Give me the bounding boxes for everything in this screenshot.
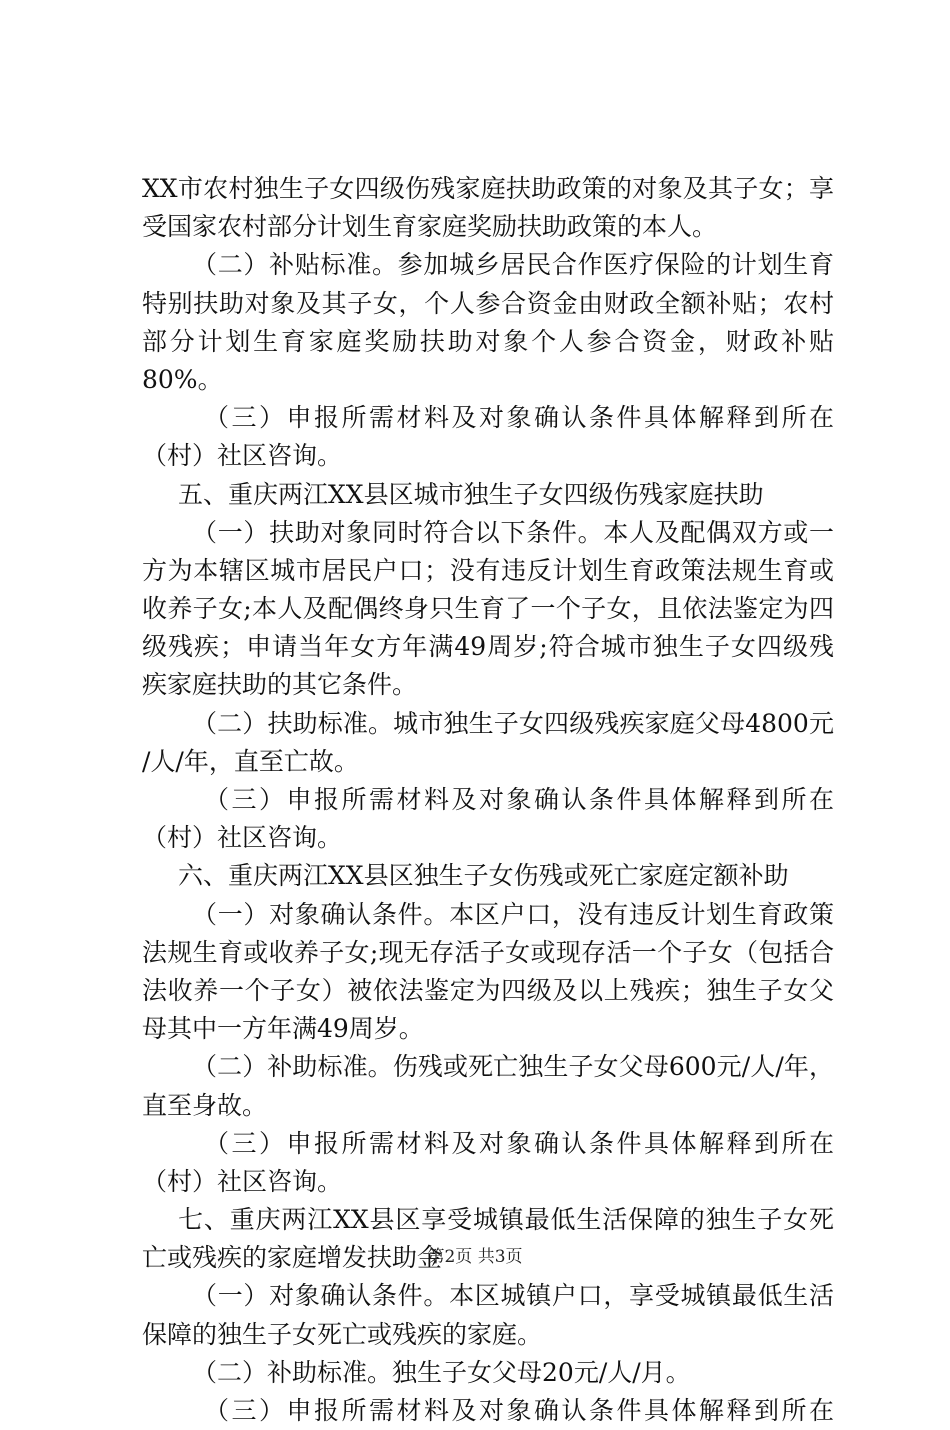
text-line: 疾家庭扶助的其它条件。 xyxy=(142,670,418,700)
text-line: （二）补助标准。独生子女父母20元/人/月。 xyxy=(192,1357,691,1387)
text-line: （二）扶助标准。城市独生子女四级残疾家庭父母4800元 xyxy=(192,708,834,738)
text-line: 80%。 xyxy=(142,364,223,394)
text-line: （二）补贴标准。参加城乡居民合作医疗保险的计划生育 xyxy=(192,250,834,280)
text-line: 受国家农村部分计划生育家庭奖励扶助政策的本人。 xyxy=(142,212,718,242)
text-line: （三）申报所需材料及对象确认条件具体解释到所在 xyxy=(204,1128,834,1158)
text-line: （一）对象确认条件。本区户口，没有违反计划生育政策 xyxy=(192,899,834,929)
text-line: （一）对象确认条件。本区城镇户口，享受城镇最低生活 xyxy=(192,1281,834,1311)
text-line: （村）社区咨询。 xyxy=(142,441,343,471)
text-line: 亡或残疾的家庭增发扶助金 xyxy=(142,1243,443,1273)
text-line: 母其中一方年满49周岁。 xyxy=(142,1014,424,1044)
text-line: XX市农村独生子女四级伤残家庭扶助政策的对象及其子女；享 xyxy=(142,174,834,203)
text-line: 法规生育或收养子女;现无存活子女或现存活一个子女（包括合 xyxy=(142,937,834,967)
text-line: 保障的独生子女死亡或残疾的家庭。 xyxy=(142,1319,543,1349)
page-number-footer: 第2页 共3页 xyxy=(427,1247,523,1267)
text-line: 方为本辖区城市居民户口；没有违反计划生育政策法规生育或 xyxy=(142,555,834,585)
section-heading: 五、重庆两江XX县区城市独生子女四级伤残家庭扶助 xyxy=(178,479,764,509)
document-body xyxy=(142,170,834,1430)
text-line: （二）补助标准。伤残或死亡独生子女父母600元/人/年， xyxy=(192,1052,834,1082)
section-heading: 六、重庆两江XX县区独生子女伤残或死亡家庭定额补助 xyxy=(178,861,789,891)
text-line: 特别扶助对象及其子女，个人参合资金由财政全额补贴；农村 xyxy=(142,288,834,318)
text-line: 直至身故。 xyxy=(142,1090,268,1120)
text-line: （三）申报所需材料及对象确认条件具体解释到所在 xyxy=(204,403,834,433)
text-line: 收养子女;本人及配偶终身只生育了一个子女，且依法鉴定为四 xyxy=(142,594,834,624)
text-line: /人/年，直至亡故。 xyxy=(142,746,359,776)
text-line: （三）申报所需材料及对象确认条件具体解释到所在 xyxy=(204,785,834,814)
text-line: （村）社区咨询。 xyxy=(142,823,343,853)
section-heading: 七、重庆两江XX县区享受城镇最低生活保障的独生子女死 xyxy=(178,1205,834,1235)
text-line: 法收养一个子女）被依法鉴定为四级及以上残疾；独生子女父 xyxy=(142,975,834,1005)
text-line: 部分计划生育家庭奖励扶助对象个人参合资金，财政补贴 xyxy=(142,326,834,356)
text-line: （三）申报所需材料及对象确认条件具体解释到所在 xyxy=(204,1396,834,1425)
text-line: （村）社区咨询。 xyxy=(142,1166,343,1196)
text-line: （一）扶助对象同时符合以下条件。本人及配偶双方或一 xyxy=(192,517,834,547)
text-line: 级残疾；申请当年女方年满49周岁;符合城市独生子女四级残 xyxy=(142,632,834,662)
